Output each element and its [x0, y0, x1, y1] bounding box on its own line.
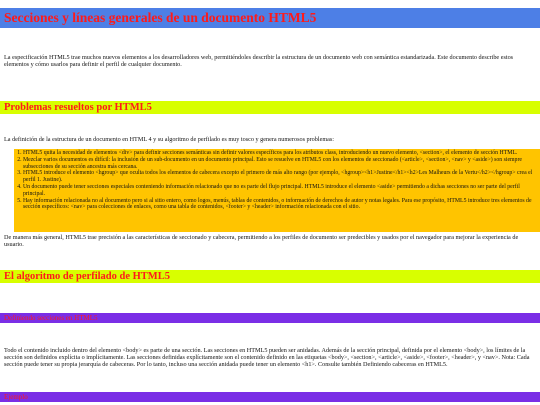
problems-list — [14, 150, 536, 211]
list-item: 3. HTML5 introduce el elemento <hgroup> que oculta todos los elementos de cabecera excepto el primero de más alto rango (por ejemplo, <hgroup><h1>Justine</h1><h2>Les Malheurs de la Vertu</h2></hgroup> crea el perfil 1. Justine). — [23, 170, 536, 184]
page-title: Secciones y líneas generales de un documento HTML5 — [0, 8, 540, 28]
list-item: 2. Mezclar varios documentos es difícil: la inclusión de un sub-documento en un documento principal. Esto se resuelve en HTML5 con los elementos de seccionado (<article>, <section>, <nav> y <aside>) son siempre subsecciones de su sección ancestra más cercana. — [23, 157, 536, 171]
problems-lead-paragraph: La definición de la estructura de un documento en HTML 4 y su algoritmo de perfilado es muy tosco y genera numerosos problemas: — [4, 136, 335, 143]
problems-list-box — [14, 149, 540, 232]
subsection-heading-defining-sections: Definiendo secciones en HTML5 — [0, 313, 540, 323]
section-heading-problems: Problemas resueltos por HTML5 — [0, 101, 540, 114]
list-item: 5. Hay información relacionada no al documento pero si al sitio entero, como logos, menús, tablas de contenidos, o información de derechos de autor y notas legales. Para ese propósito, HTML5 introduce tres elementos de sección específicos: <nav> para colecciones de enlaces, como una tabla de contenidos, <footer> y <header> información relacionada con el sitio. — [23, 198, 536, 212]
defining-sections-paragraph: Todo el contenido incluido dentro del elemento <body> es parte de una sección. Las secciones en HTML5 pueden ser anidadas. Además de la sección principal, definida por el elemento <body>, los límites de la sección son definidos explícita o implícitamente. Las secciones definidas explícitamente son el contenido definido en las etiquetas <body>, <section>, <article>, <aside>, <footer>, <header>, y <nav>. Nota: Cada sección puede tener su propia jerarquía de cabeceras. Por lo tanto, incluso una sección anidada puede tener un elemento <h1>. Consulte también Definiendo cabeceras en HTML5. — [4, 347, 530, 369]
intro-paragraph: La especificación HTML5 trae muchos nuevos elementos a los desarrolladores web, permitiéndoles describir la estructura de un documento web con semántica estandarizada. Este documento describe estos elementos y cómo usarlos para definir el perfil de cualquier documento. — [4, 54, 514, 69]
subsection-heading-example: Ejemplo — [0, 392, 540, 402]
list-item: 1. HTML5 quita la necesidad de elementos <div> para definir secciones semánticas sin definir valores específicos para los atributos class, introduciendo un nuevo elemento, <section>, el elemento de sección HTML. — [23, 150, 536, 157]
section-heading-algorithm: El algoritmo de perfilado de HTML5 — [0, 270, 540, 283]
problems-closing-paragraph: De manera más general, HTML5 trae precisión a las características de seccionado y cabecera, permitiendo a los perfiles de documento ser predecibles y usados por el navegador para mejorar la experiencia de usuario. — [4, 234, 519, 249]
list-item: 4. Un documento puede tener secciones especiales conteniendo información relacionado que no es parte del flujo principal. HTML5 introduce el elemento <aside> permitiendo a dichas secciones no ser parte del perfil principal. — [23, 184, 536, 198]
